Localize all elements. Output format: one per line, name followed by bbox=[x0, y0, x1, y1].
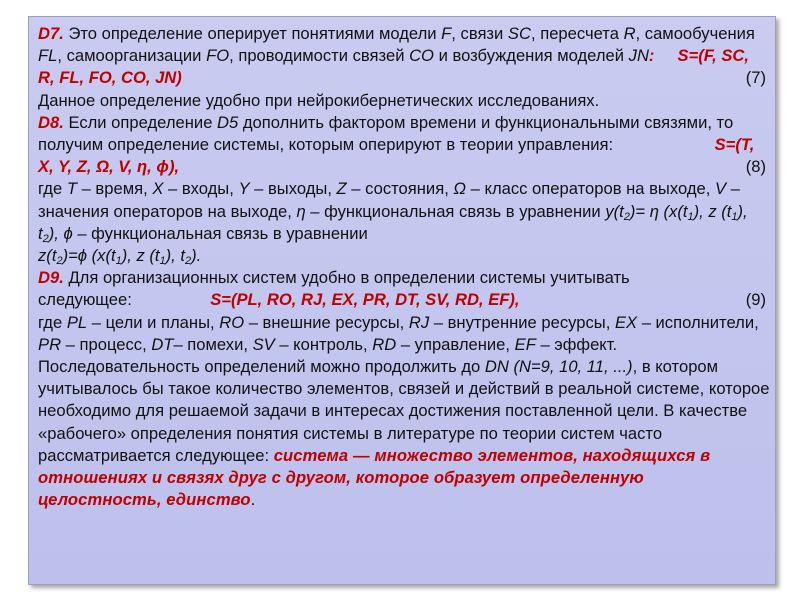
symbol: CO bbox=[409, 46, 434, 66]
subscript: 2 bbox=[623, 210, 630, 223]
slide-content bbox=[38, 23, 770, 511]
subscript: 1 bbox=[731, 210, 738, 223]
text: где bbox=[38, 312, 67, 332]
symbol: RD bbox=[372, 334, 397, 354]
text: – время, bbox=[76, 179, 153, 199]
eq-part: ), t bbox=[38, 201, 748, 243]
subscript: 2 bbox=[184, 255, 192, 268]
text: дополнить фактором времени и функциональными связями, то получим определение системы, которым оперируют в теории управления: bbox=[38, 112, 734, 155]
symbol: PR bbox=[38, 334, 62, 354]
subscript: 1 bbox=[159, 255, 166, 268]
symbol: X bbox=[152, 179, 164, 199]
text: где bbox=[38, 179, 67, 199]
closing-paragraph bbox=[38, 356, 770, 511]
text: , пересчета bbox=[530, 24, 624, 43]
subscript: 2 bbox=[42, 232, 49, 245]
system-definition: система — множество элементов, находящихся в отношениях и связях друг с другом, которое образует определенную целостность, единство bbox=[38, 445, 711, 510]
text: Если определение bbox=[63, 112, 218, 132]
symbol: V bbox=[714, 179, 727, 199]
eq-part: z(t bbox=[38, 246, 57, 266]
text: , самообучения bbox=[635, 24, 755, 43]
symbol: PL bbox=[66, 312, 88, 332]
symbol: EF bbox=[514, 334, 536, 354]
symbol: T bbox=[66, 179, 77, 199]
symbol: R bbox=[623, 24, 636, 43]
text: – процесс, bbox=[61, 334, 152, 354]
eq-part: y(t bbox=[605, 201, 624, 221]
text: – внешние ресурсы, bbox=[244, 312, 409, 332]
text: – функциональная связь в уравнении bbox=[72, 223, 368, 243]
symbol: SV bbox=[252, 334, 275, 354]
symbol: Z bbox=[336, 179, 347, 199]
definition-d7 bbox=[38, 23, 770, 90]
equation-z bbox=[38, 246, 202, 268]
text: , в котором учитывалось бы такое количество элементов, связей и действий в реальной системе, которое необходимо для решаемой задачи в интересах достижения поставленной цели. В качестве «рабочего» определения понятия системы в литературе по теории систем часто рассматривается следующее: bbox=[38, 357, 770, 465]
d7-note: Данное определение удобно при нейрокибернетических исследованиях. bbox=[38, 90, 600, 110]
eq-part: )= η (x(t bbox=[629, 201, 688, 221]
symbol: JN bbox=[628, 46, 649, 66]
text: – входы, bbox=[163, 179, 239, 199]
formula-9: S=(PL, RO, RJ, EX, PR, DT, SV, RD, EF), bbox=[210, 290, 520, 310]
symbol: EX bbox=[614, 312, 638, 332]
equation-number-7: (7) bbox=[745, 68, 766, 88]
eq-part: ), bbox=[48, 223, 64, 243]
text: . bbox=[250, 490, 256, 510]
symbol: RO bbox=[219, 312, 245, 332]
eq-part: ). bbox=[191, 246, 202, 266]
symbol: F bbox=[441, 24, 452, 43]
subscript: 2 bbox=[56, 255, 63, 268]
equation-number-9: (9) bbox=[745, 290, 766, 310]
text: – исполнители, bbox=[637, 312, 759, 332]
slide bbox=[28, 16, 776, 585]
text: – функциональная связь в уравнении bbox=[305, 201, 606, 221]
text: – контроль, bbox=[274, 334, 373, 354]
text: – состояния, bbox=[346, 179, 454, 199]
definition-d8 bbox=[38, 112, 770, 179]
symbol: DN (N=9, 10, 11, ...) bbox=[484, 357, 633, 377]
text: , проводимости связей bbox=[229, 46, 410, 66]
text: Это определение оперирует понятиями модели bbox=[63, 24, 442, 43]
symbol: FL bbox=[38, 46, 58, 66]
text: и возбуждения моделей bbox=[433, 46, 629, 66]
symbol: η bbox=[296, 201, 306, 221]
symbol: D5 bbox=[217, 112, 239, 132]
eq-part: ), z (t bbox=[121, 246, 160, 266]
symbol: Y bbox=[238, 179, 250, 199]
eq-part: ), z (t bbox=[693, 201, 732, 221]
text: – выходы, bbox=[249, 179, 337, 199]
formula-7: S=(F, SC, R, FL, FO, CO, JN) bbox=[38, 46, 749, 88]
symbol: RJ bbox=[408, 312, 430, 332]
subscript: 1 bbox=[687, 210, 694, 223]
symbol: Ω bbox=[453, 179, 467, 199]
text: , самоорганизации bbox=[57, 46, 207, 66]
d9-explanation bbox=[38, 312, 770, 356]
text: Последовательность определений можно продолжить до bbox=[38, 357, 485, 377]
eq-part: )=ϕ (x(t bbox=[62, 246, 116, 266]
text: – цели и планы, bbox=[87, 312, 220, 332]
subscript: 1 bbox=[115, 255, 122, 268]
text: – внутренние ресурсы, bbox=[429, 312, 615, 332]
text: Для организационных систем удобно в определении системы учитывать следующее: bbox=[38, 268, 630, 310]
text: , связи bbox=[451, 24, 508, 43]
colon: : bbox=[648, 46, 655, 66]
text: – помехи, bbox=[173, 334, 253, 354]
formula-8: S=(T, X, Y, Z, Ω, V, η, ϕ), bbox=[38, 135, 755, 177]
eq-part: ), t bbox=[165, 246, 185, 266]
symbol: SC bbox=[507, 24, 531, 43]
label-d8: D8. bbox=[38, 112, 64, 132]
text: – значения операторов на выходе, bbox=[38, 179, 740, 221]
label-d9: D9. bbox=[38, 268, 64, 288]
symbol: FO bbox=[206, 46, 230, 66]
symbol: DT bbox=[151, 334, 174, 354]
equation-number-8: (8) bbox=[745, 157, 766, 177]
text: – класс операторов на выходе, bbox=[466, 179, 715, 199]
symbol: ϕ bbox=[63, 223, 73, 243]
text: – управление, bbox=[396, 334, 515, 354]
text: – эффект. bbox=[535, 334, 618, 354]
d8-explanation bbox=[38, 178, 770, 267]
label-d7: D7. bbox=[38, 24, 64, 43]
definition-d9 bbox=[38, 267, 770, 311]
